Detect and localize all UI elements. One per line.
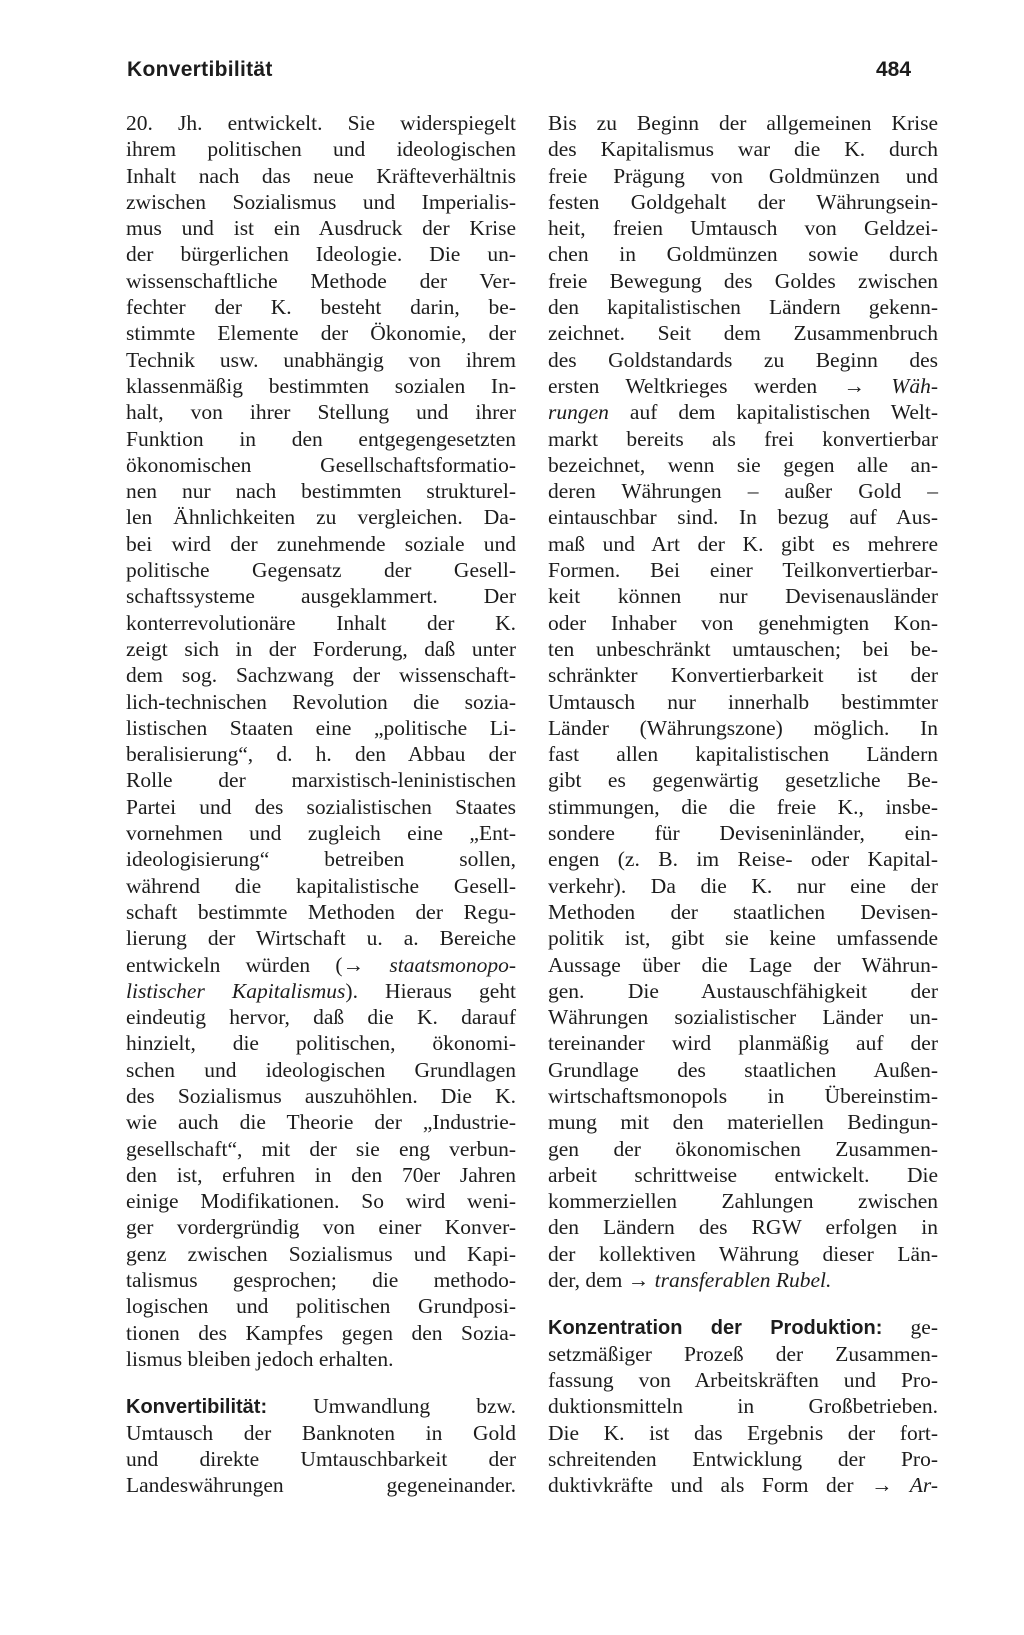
text-line: markt bereits als frei konvertierbar <box>548 426 938 451</box>
running-head: Konvertibilität <box>127 58 273 81</box>
text-line: eintauschbar sind. In bezug auf Aus- <box>548 505 938 530</box>
text-line: Technik usw. unabhängig von ihrem <box>126 347 516 372</box>
text-line: und direkte Umtauschbarkeit der <box>126 1446 516 1471</box>
text-fragment: ersten Weltkrieges werden <box>548 373 844 398</box>
cross-reference-line <box>548 399 938 425</box>
text-line: gen der ökonomischen Zusammen- <box>548 1136 938 1161</box>
cross-reference-link[interactable]: Wäh- <box>865 373 938 398</box>
text-line: der kollektiven Währung dieser Län- <box>548 1241 938 1266</box>
text-line: den Ländern des RGW erfolgen in <box>548 1215 938 1240</box>
text-line: gibt es gegenwärtig gesetzliche Be- <box>548 768 938 793</box>
text-line: zwischen Sozialismus und Imperialis- <box>126 189 516 214</box>
text-line: bezeichnet, wenn sie gegen alle an- <box>548 452 938 477</box>
paragraph-gap <box>548 1293 938 1314</box>
text-line: Inhalt nach das neue Kräfteverhältnis <box>126 163 516 188</box>
text-block <box>548 110 938 1293</box>
text-line: oder Inhaber von genehmigten Kon- <box>548 610 938 635</box>
text-line: ihrem politischen und ideologischen <box>126 137 516 162</box>
text-fragment: ). Hieraus geht <box>345 978 517 1003</box>
text-line: eindeutig hervor, daß die K. darauf <box>126 1005 516 1030</box>
text-line: Umtausch nur innerhalb bestimmter <box>548 689 938 714</box>
text-block <box>126 110 516 1372</box>
cross-reference-link[interactable]: staatsmonopo- <box>364 952 516 977</box>
text-line: bei wird der zunehmende soziale und <box>126 531 516 556</box>
text-line: wie auch die Theorie der „Industrie- <box>126 1110 516 1135</box>
text-line: len Ähnlichkeiten zu vergleichen. Da- <box>126 505 516 530</box>
text-line: lismus bleiben jedoch erhalten. <box>126 1346 394 1371</box>
text-line: Umtausch der Banknoten in Gold <box>126 1420 516 1445</box>
text-fragment: Umwandlung bzw. <box>267 1394 516 1419</box>
right-column <box>548 110 938 1498</box>
text-line: gesellschaft“, mit der sie eng verbun- <box>126 1136 516 1161</box>
text-line: Die K. ist das Ergebnis der fort- <box>548 1420 938 1445</box>
text-line: fast allen kapitalistischen Ländern <box>548 742 938 767</box>
text-line: chen in Goldmünzen sowie durch <box>548 242 938 267</box>
cross-reference-line <box>548 373 938 399</box>
text-line: mus und ist ein Ausdruck der Krise <box>126 216 516 241</box>
text-line: engen (z. B. im Reise- oder Kapital- <box>548 847 938 872</box>
text-line: Landeswährungen gegeneinander. <box>126 1473 516 1498</box>
text-line: Funktion in den entgegengesetzten <box>126 426 516 451</box>
text-line: wissenschaftliche Methode der Ver- <box>126 268 516 293</box>
text-line: heit, freien Umtausch von Geldzei- <box>548 216 938 241</box>
entry-first-line <box>126 1393 516 1419</box>
text-line: lierung der Wirtschaft u. a. Bereiche <box>126 926 516 951</box>
text-line: einige Modifikationen. So wird weni- <box>126 1189 516 1214</box>
text-line: halt, von ihrer Stellung und ihrer <box>126 400 516 425</box>
cross-reference-link[interactable]: rungen <box>548 400 609 425</box>
text-fragment: entwickeln würden ( <box>126 952 343 977</box>
text-line: während die kapitalistische Gesell- <box>126 873 516 898</box>
text-line: den ist, erfuhren in den 70er Jahren <box>126 1162 516 1187</box>
text-line: schaft bestimmte Methoden der Regu- <box>126 899 516 924</box>
page-number: 484 <box>876 58 912 81</box>
text-line: des Sozialismus auszuhöhlen. Die K. <box>126 1083 516 1108</box>
text-line: Partei und des sozialistischen Staates <box>126 794 516 819</box>
text-fragment: auf dem kapitalistischen Welt- <box>608 400 938 425</box>
text-line: hinzielt, die politischen, ökonomi- <box>126 1031 516 1056</box>
text-line: fechter der K. besteht darin, be- <box>126 295 516 320</box>
text-line: deren Währungen – außer Gold – <box>548 479 938 504</box>
text-line: Rolle der marxistisch-leninistischen <box>126 768 516 793</box>
text-line: listischen Staaten eine „politische Li- <box>126 715 516 740</box>
cross-reference-line <box>126 952 516 978</box>
cross-reference-line <box>548 1472 938 1498</box>
text-fragment: ge- <box>882 1315 938 1340</box>
entry-konvertibilitaet <box>126 1393 516 1498</box>
text-line: Bis zu Beginn der allgemeinen Krise <box>548 111 938 135</box>
arrow-icon: → <box>627 1268 650 1293</box>
text-line: wirtschaftsmonopols in Übereinstim- <box>548 1083 938 1108</box>
text-line: keit können nur Devisenausländer <box>548 584 938 609</box>
text-line: klassenmäßig bestimmten sozialen In- <box>126 373 516 398</box>
arrow-icon: → <box>342 952 365 977</box>
text-line: Aussage über die Lage der Währun- <box>548 952 938 977</box>
cross-reference-link[interactable]: transferablen Rubel. <box>649 1268 832 1293</box>
text-line: beralisierung“, d. h. den Abbau der <box>126 742 516 767</box>
arrow-icon: → <box>843 373 866 398</box>
paragraph-gap <box>126 1372 516 1393</box>
text-line: verkehr). Da die K. nur eine der <box>548 873 938 898</box>
left-column <box>126 110 516 1498</box>
text-line: Länder (Währungszone) möglich. In <box>548 715 938 740</box>
text-line: freie Bewegung des Goldes zwischen <box>548 268 938 293</box>
text-line: sondere für Deviseninländer, ein- <box>548 821 938 846</box>
text-line: politische Gegensatz der Gesell- <box>126 558 516 583</box>
text-line: zeichnet. Seit dem Zusammenbruch <box>548 321 938 346</box>
text-fragment: duktivkräfte und als Form der <box>548 1473 872 1498</box>
text-line: schränkter Konvertierbarkeit ist der <box>548 663 938 688</box>
text-line: des Goldstandards zu Beginn des <box>548 347 938 372</box>
text-line: der bürgerlichen Ideologie. Die un- <box>126 242 516 267</box>
text-fragment: der, dem <box>548 1268 628 1293</box>
text-line: Währungen sozialistischer Länder un- <box>548 1005 938 1030</box>
text-line: ten unbeschränkt umtauschen; bei be- <box>548 636 938 661</box>
text-line: schen und ideologischen Grundlagen <box>126 1057 516 1082</box>
text-line: ökonomischen Gesellschaftsformatio- <box>126 452 516 477</box>
text-line: kommerziellen Zahlungen zwischen <box>548 1189 938 1214</box>
text-line: festen Goldgehalt der Währungsein- <box>548 189 938 214</box>
text-line: politik ist, gibt sie keine umfassende <box>548 926 938 951</box>
text-line: talismus gesprochen; die methodo- <box>126 1268 516 1293</box>
text-line: schreitenden Entwicklung der Pro- <box>548 1446 938 1471</box>
text-line: duktionsmitteln in Großbetrieben. <box>548 1394 938 1419</box>
text-line: vornehmen und zugleich eine „Ent- <box>126 821 516 846</box>
text-line: tionen des Kampfes gegen den Sozia- <box>126 1320 516 1345</box>
text-line: konterrevolutionäre Inhalt der K. <box>126 610 516 635</box>
text-line: maß und Art der K. gibt es mehrere <box>548 531 938 556</box>
entry-konzentration <box>548 1314 938 1498</box>
text-line: tereinander wird planmäßig auf der <box>548 1031 938 1056</box>
cross-reference-line <box>126 978 516 1004</box>
text-line: ideologisierung“ betreiben sollen, <box>126 847 516 872</box>
text-line: nen nur nach bestimmten strukturel- <box>126 479 516 504</box>
cross-reference-link[interactable]: Ar- <box>892 1473 938 1498</box>
text-line: mung mit den materiellen Bedingun- <box>548 1110 938 1135</box>
text-line: lich-technischen Revolution die sozia- <box>126 689 516 714</box>
text-line: stimmungen, die die freie K., insbe- <box>548 794 938 819</box>
text-line: fassung von Arbeitskräften und Pro- <box>548 1367 938 1392</box>
cross-reference-link[interactable]: listischer Kapitalismus <box>126 978 346 1003</box>
text-line: dem sog. Sachzwang der wissenschaft- <box>126 663 516 688</box>
entry-term: Konvertibilität: <box>126 1396 268 1419</box>
text-line: genz zwischen Sozialismus und Kapi- <box>126 1241 516 1266</box>
entry-term: Konzentration der Produktion: <box>548 1317 883 1340</box>
text-line: freie Prägung von Goldmünzen und <box>548 163 938 188</box>
text-line: arbeit schrittweise entwickelt. Die <box>548 1162 938 1187</box>
text-line: den kapitalistischen Ländern gekenn- <box>548 295 938 320</box>
text-line: zeigt sich in der Forderung, daß unter <box>126 636 516 661</box>
text-line: gen. Die Austauschfähigkeit der <box>548 978 938 1003</box>
text-line: des Kapitalismus war die K. durch <box>548 137 938 162</box>
text-line: ger vordergründig von einer Konver- <box>126 1215 516 1240</box>
text-line: logischen und politischen Grundposi- <box>126 1294 516 1319</box>
text-line: 20. Jh. entwickelt. Sie widerspiegelt <box>126 111 516 135</box>
cross-reference-line <box>548 1267 938 1293</box>
text-line: setzmäßiger Prozeß der Zusammen- <box>548 1341 938 1366</box>
text-line: Grundlage des staatlichen Außen- <box>548 1057 938 1082</box>
text-line: Methoden der staatlichen Devisen- <box>548 899 938 924</box>
text-line: stimmte Elemente der Ökonomie, der <box>126 321 516 346</box>
arrow-icon: → <box>871 1473 893 1498</box>
text-line: schaftssysteme ausgeklammert. Der <box>126 584 516 609</box>
text-line: Formen. Bei einer Teilkonvertierbar- <box>548 558 938 583</box>
entry-first-line <box>548 1314 938 1340</box>
